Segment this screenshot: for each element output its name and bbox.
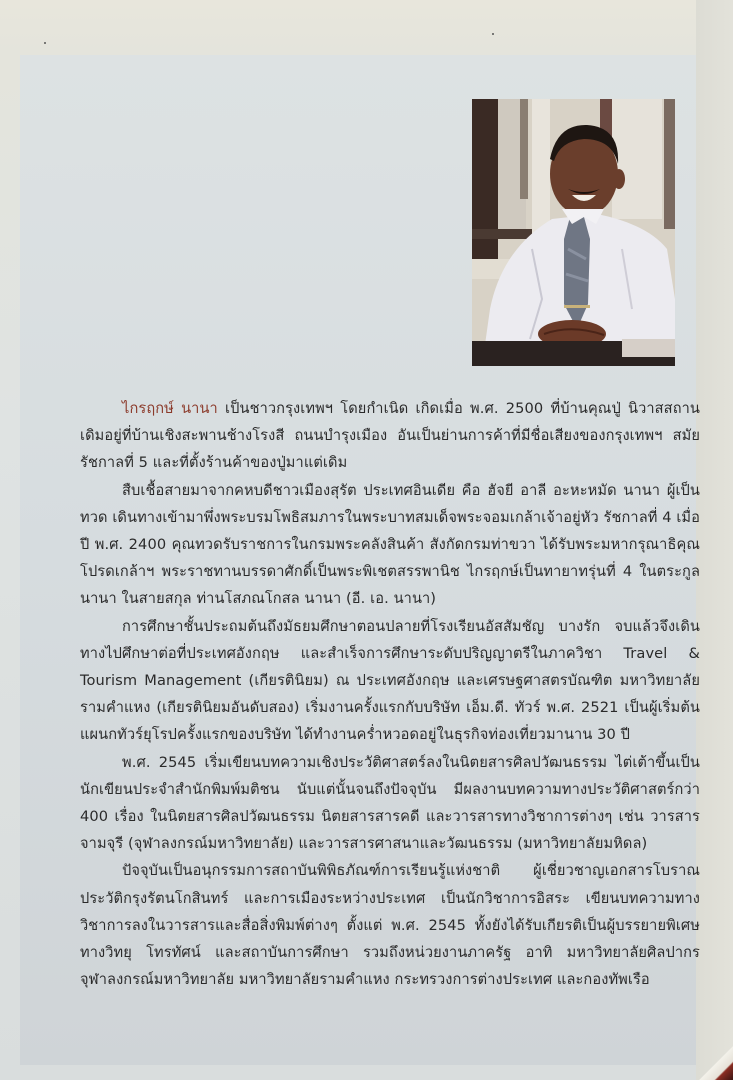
bio-paragraph-2: สืบเชื้อสายมาจากคหบดีชาวเมืองสุรัต ประเทศอินเดีย คือ ฮัจยี อาลี อะหะหมัด นานา ผู้เป็นทวด เดินทางเข้ามาพึ่งพระบรมโพธิสมภารในพระบาทสมเด็จพระจอมเกล้าเจ้าอยู่หัว รัชกาลที่ 4 เมื่อปี พ.ศ. 2400 คุณทวดรับราชการในกรมพระคลังสินค้า สังกัดกรมท่าขวา ได้รับพระมหากรุณาธิคุณโปรดเกล้าฯ พระราชทานบรรดาศักดิ์เป็นพระพิเชตสรรพานิช ไกรฤกษ์เป็นทายาทรุ่นที่ 4 ในตระกูลนานา ในสายสกุล ท่านโสภณโกสล นานา (อี. เอ. นานา): [80, 481, 700, 608]
paper-speck: [492, 33, 494, 35]
biography-text: [80, 395, 700, 993]
paper-speck: [44, 42, 46, 44]
bio-paragraph-1: [80, 395, 700, 477]
bio-paragraph-3: การศึกษาชั้นประถมต้นถึงมัธยมศึกษาตอนปลายที่โรงเรียนอัสสัมชัญ บางรัก จบแล้วจึงเดินทางไปศึกษาต่อที่ประเทศอังกฤษ และสำเร็จการศึกษาระดับปริญญาตรีในภาควิชา Travel & Tourism Management (เกียรตินิยม) ณ ประเทศอังกฤษ และเศรษฐศาสตรบัณฑิต มหาวิทยาลัยรามคำแหง (เกียรตินิยมอันดับสอง) เริ่มงานครั้งแรกกับบริษัท เอ็ม.ดี. ทัวร์ พ.ศ. 2521 เป็นผู้เริ่มต้นแผนกทัวร์ยุโรปครั้งแรกของบริษัท ได้ทำงานคร่ำหวอดอยู่ในธุรกิจท่องเที่ยวมานาน 30 ปี: [80, 617, 700, 744]
bio-paragraph-4: พ.ศ. 2545 เริ่มเขียนบทความเชิงประวัติศาสตร์ลงในนิตยสารศิลปวัฒนธรรม ไต่เต้าขึ้นเป็นนักเขียนประจำสำนักพิมพ์มติชน นับแต่นั้นจนถึงปัจจุบัน มีผลงานบทความทางประวัติศาสตร์กว่า 400 เรื่อง ในนิตยสารศิลปวัฒนธรรม นิตยสารสารคดี และวารสารทางวิชาการต่างๆ เช่น วารสารจามจุรี (จุฬาลงกรณ์มหาวิทยาลัย) และวารสารศาสนาและวัฒนธรรม (มหาวิทยาลัยมหิดล): [80, 753, 700, 853]
bio-paragraph-5: ปัจจุบันเป็นอนุกรรมการสถาบันพิพิธภัณฑ์การเรียนรู้แห่งชาติ ผู้เชี่ยวชาญเอกสารโบราณ ประวัติกรุงรัตนโกสินทร์ และการเมืองระหว่างประเทศ เป็นนักวิชาการอิสระ เขียนบทความทางวิชาการลงในวารสารและสื่อสิ่งพิมพ์ต่างๆ ตั้งแต่ พ.ศ. 2545 ทั้งยังได้รับเกียรติเป็นผู้บรรยายพิเศษทางวิทยุ โทรทัศน์ และสถาบันการศึกษา รวมถึงหน่วยงานภาครัฐ อาทิ มหาวิทยาลัยศิลปากร จุฬาลงกรณ์มหาวิทยาลัย มหาวิทยาลัยรามคำแหง กระทรวงการต่างประเทศ และกองทัพเรือ: [80, 862, 700, 989]
author-portrait-photo: [472, 99, 675, 366]
page-margin-right: [696, 0, 733, 1080]
paragraph-text: เป็นชาวกรุงเทพฯ โดยกำเนิด เกิดเมื่อ พ.ศ. 2500 ที่บ้านคุณปู่ นิวาสสถานเดิมอยู่ที่บ้านเชิงสะพานช้างโรงสี ถนนบำรุงเมือง อันเป็นย่านการค้าที่มีชื่อเสียงของกรุงเทพฯ สมัยรัชกาลที่ 5 และที่ตั้งร้านค้าของปู่มาแต่เดิม: [80, 400, 700, 472]
author-name: ไกรฤกษ์ นานา: [122, 400, 218, 417]
portrait-image: [472, 99, 675, 366]
page-corner-curl: [693, 1044, 733, 1080]
